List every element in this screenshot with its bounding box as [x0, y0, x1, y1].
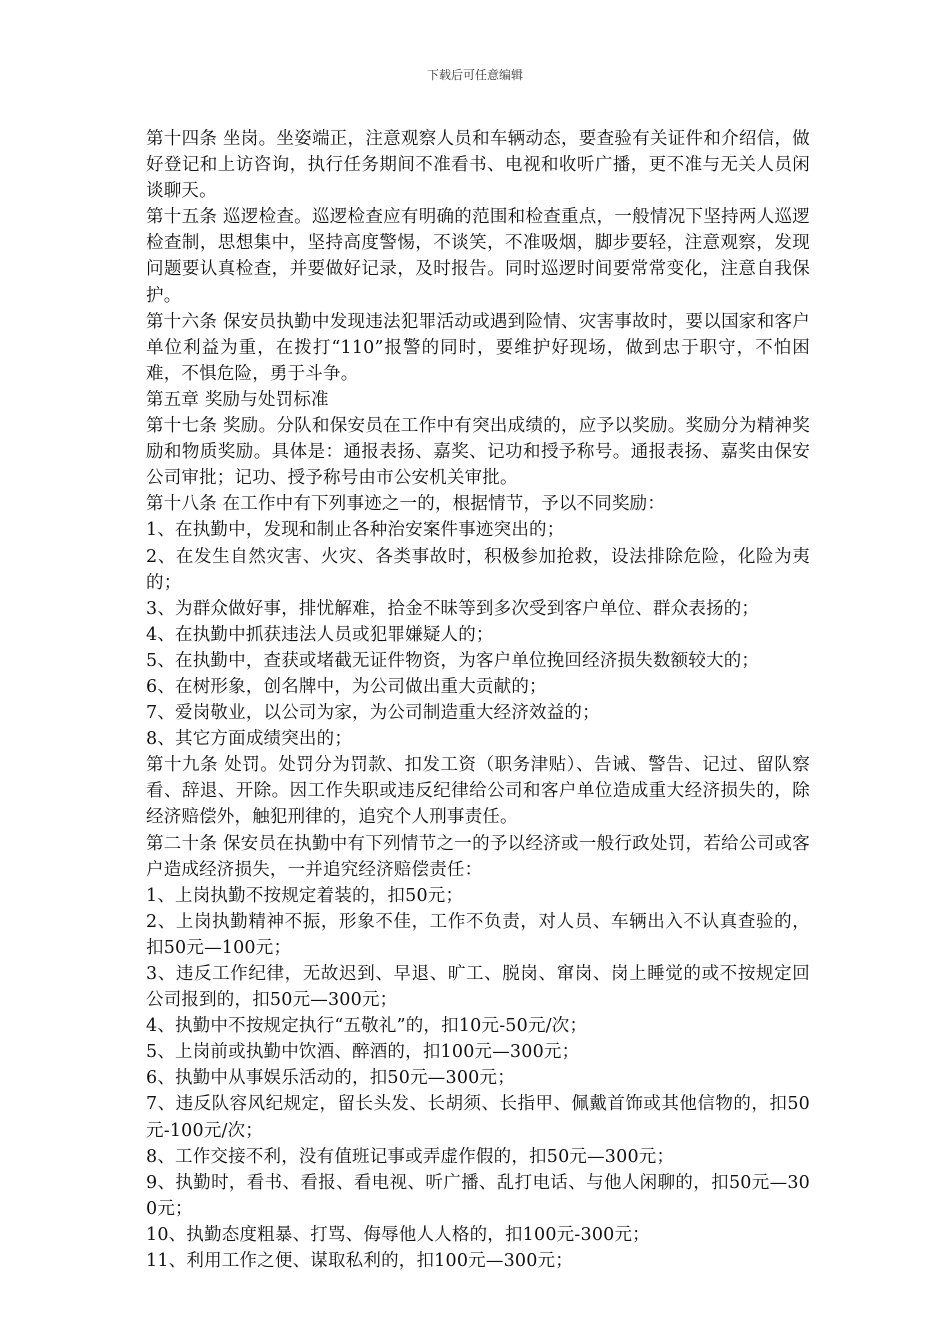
document-body [146, 126, 810, 1274]
chapter-heading: 第五章 奖励与处罚标准 [146, 389, 329, 410]
list-item: 9、执勤时，看书、看报、看电视、听广播、乱打电话、与他人闲聊的，扣50元—300元； [146, 1172, 810, 1219]
paragraph: 第十七条 奖励。分队和保安员在工作中有突出成绩的，应予以奖励。奖励分为精神奖励和物质奖励。具体是：通报表扬、嘉奖、记功和授予称号。通报表扬、嘉奖由保安公司审批；记功、授予称号由市公安机关审批。 [146, 416, 810, 489]
list-item: 5、在执勤中，查获或堵截无证件物资，为客户单位挽回经济损失数额较大的； [146, 650, 760, 671]
list-item: 11、利用工作之便、谋取私利的，扣100元—300元； [146, 1251, 573, 1272]
list-item: 2、上岗执勤精神不振，形象不佳，工作不负责，对人员、车辆出入不认真查验的，扣50元—100元； [146, 911, 810, 958]
list-item: 1、在执勤中，发现和制止各种治安案件事迹突出的； [146, 520, 565, 541]
list-item: 10、执勤态度粗暴、打骂、侮辱他人人格的，扣100元-300元； [146, 1224, 650, 1245]
list-item: 6、在树形象，创名牌中，为公司做出重大贡献的； [146, 676, 547, 697]
list-item: 2、在发生自然灾害、火灾、各类事故时，积极参加抢救，设法排除危险，化险为夷的； [146, 546, 810, 593]
list-item: 4、在执勤中抓获违法人员或犯罪嫌疑人的； [146, 624, 494, 645]
paragraph: 第十六条 保安员执勤中发现违法犯罪活动或遇到险情、灾害事故时，要以国家和客户单位利益为重，在拨打“110”报警的同时，要维护好现场，做到忠于职守，不怕困难，不惧危险，勇于斗争。 [146, 311, 810, 384]
list-item: 7、违反队容风纪规定，留长头发、长胡须、长指甲、佩戴首饰或其他信物的，扣50元-100元/次； [146, 1094, 810, 1141]
page-header-note: 下载后可任意编辑 [426, 68, 523, 82]
list-item: 8、工作交接不利，没有值班记事或弄虚作假的，扣50元—300元； [146, 1146, 675, 1167]
list-item: 3、为群众做好事，排忧解难，拾金不昧等到多次受到客户单位、群众表扬的； [146, 598, 760, 619]
list-item: 8、其它方面成绩突出的； [146, 729, 353, 750]
paragraph: 第十五条 巡逻检查。巡逻检查应有明确的范围和检查重点，一般情况下坚持两人巡逻检查制，思想集中，坚持高度警惕，不谈笑，不准吸烟，脚步要轻，注意观察，发现问题要认真检查，并要做好记录，及时报告。同时巡逻时间要常常变化，注意自我保护。 [146, 207, 810, 306]
list-item: 1、上岗执勤不按规定着装的，扣50元； [146, 885, 464, 906]
list-item: 4、执勤中不按规定执行“五敬礼”的，扣10元-50元/次； [146, 1016, 588, 1037]
list-item: 3、违反工作纪律，无故迟到、早退、旷工、脱岗、窜岗、岗上睡觉的或不按规定回公司报到的，扣50元—300元； [146, 964, 810, 1011]
list-item: 6、执勤中从事娱乐活动的，扣50元—300元； [146, 1068, 515, 1089]
paragraph: 第十四条 坐岗。坐姿端正，注意观察人员和车辆动态，要查验有关证件和介绍信，做好登记和上访咨询，执行任务期间不准看书、电视和收听广播，更不准与无关人员闲谈聊天。 [146, 129, 810, 202]
paragraph: 第十八条 在工作中有下列事迹之一的，根据情节，予以不同奖励： [146, 494, 666, 515]
list-item: 7、爱岗敬业，以公司为家，为公司制造重大经济效益的； [146, 703, 600, 724]
paragraph: 第十九条 处罚。处罚分为罚款、扣发工资（职务津贴）、告诫、警告、记过、留队察看、辞退、开除。因工作失职或违反纪律给公司和客户单位造成重大经济损失的，除经济赔偿外，触犯刑律的，追究个人刑事责任。 [146, 755, 810, 828]
list-item: 5、上岗前或执勤中饮酒、醉酒的，扣100元—300元； [146, 1042, 580, 1063]
paragraph: 第二十条 保安员在执勤中有下列情节之一的予以经济或一般行政处罚，若给公司或客户造成经济损失，一并追究经济赔偿责任： [146, 833, 810, 880]
